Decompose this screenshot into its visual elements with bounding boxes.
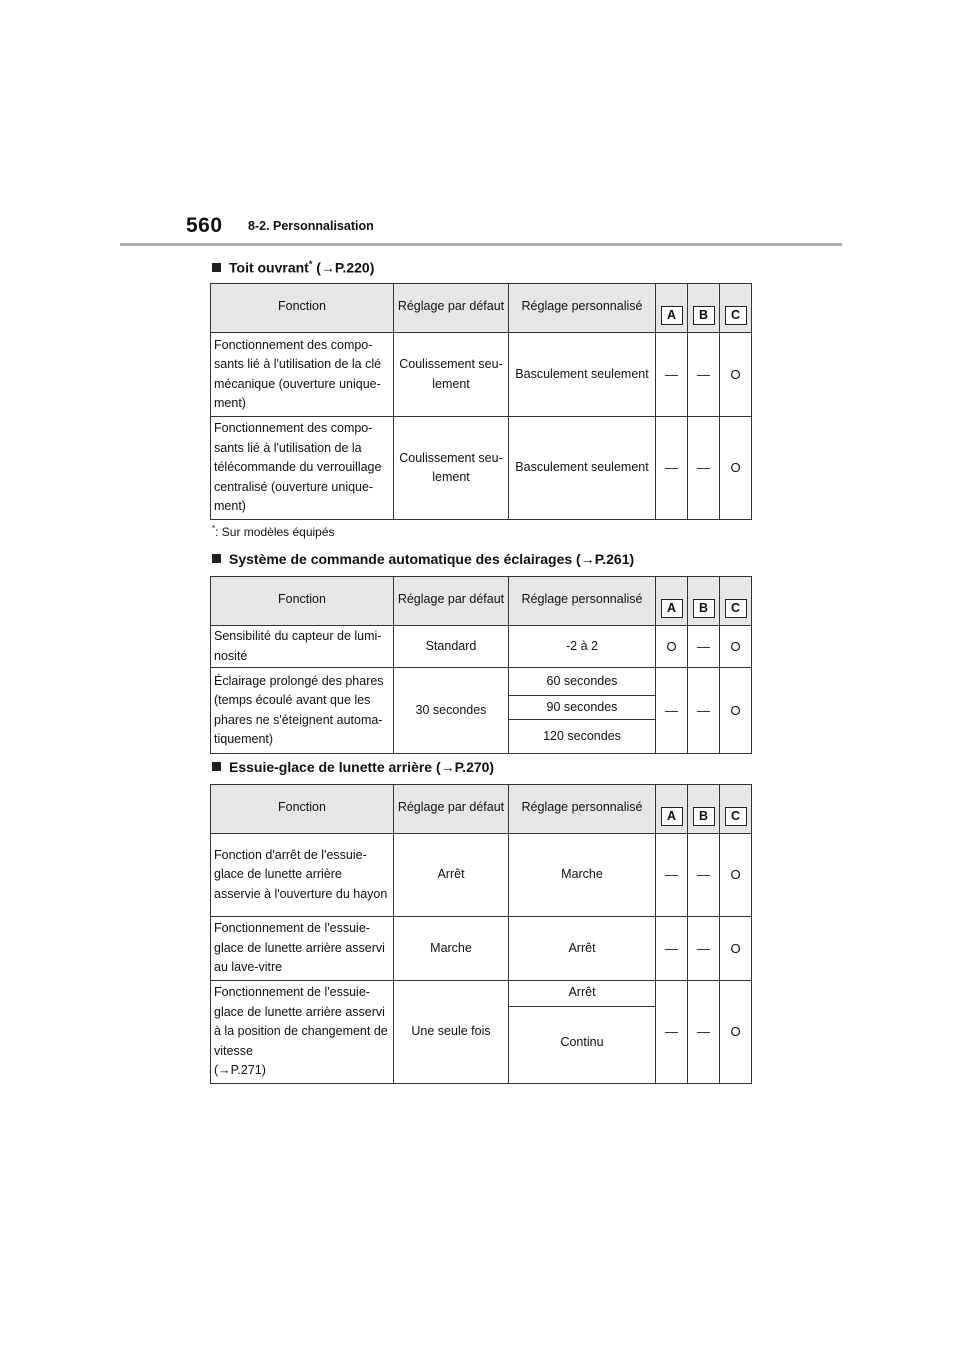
col-b [688, 577, 720, 626]
col-defaut: Réglage par défaut [394, 785, 509, 834]
cell-a: — [656, 834, 688, 917]
cell-perso: Basculement seulement [509, 417, 656, 520]
cell-perso-option: 90 secondes [509, 696, 656, 720]
col-defaut: Réglage par défaut [394, 577, 509, 626]
cell-b: — [688, 626, 720, 668]
badge-c: C [725, 306, 747, 325]
table-row [211, 917, 752, 981]
cell-defaut: 30 secondes [394, 668, 509, 754]
table-row [211, 626, 752, 668]
cell-fonction: Sensibilité du capteur de lumi-nosité [211, 626, 394, 668]
table-eclairages [210, 576, 752, 754]
badge-c: C [725, 807, 747, 826]
badge-b: B [693, 599, 715, 618]
col-defaut: Réglage par défaut [394, 284, 509, 333]
cell-fonction: Éclairage prolongé des phares (temps écoulé avant que les phares ne s'éteignent automa-tiquement) [211, 668, 394, 754]
cell-fonction: Fonctionnement de l'essuie-glace de lunette arrière asservi au lave-vitre [211, 917, 394, 981]
cell-defaut: Coulissement seu-lement [394, 417, 509, 520]
cell-b: — [688, 333, 720, 417]
cell-c: O [720, 668, 752, 754]
col-perso: Réglage personnalisé [509, 785, 656, 834]
col-fonction: Fonction [211, 284, 394, 333]
cell-perso-option: Continu [509, 1007, 656, 1084]
table-row [211, 668, 752, 696]
square-bullet-icon [212, 762, 221, 771]
header-rule [120, 243, 842, 246]
table-header-row [211, 284, 752, 333]
cell-perso-option: Arrêt [509, 981, 656, 1007]
cell-c: O [720, 333, 752, 417]
cell-a: O [656, 626, 688, 668]
cell-c: O [720, 626, 752, 668]
table-header-row [211, 577, 752, 626]
square-bullet-icon [212, 554, 221, 563]
badge-b: B [693, 807, 715, 826]
table-essuie-glace [210, 784, 752, 1084]
footnote: *: Sur modèles équipés [212, 524, 335, 539]
cell-fonction: Fonctionnement des compo-sants lié à l'utilisation de la clé mécanique (ouverture unique-ment) [211, 333, 394, 417]
badge-a: A [661, 599, 683, 618]
cell-fonction: Fonction d'arrêt de l'essuie-glace de lunette arrière asservie à l'ouverture du hayon [211, 834, 394, 917]
col-b [688, 284, 720, 333]
cell-c: O [720, 981, 752, 1084]
col-c [720, 785, 752, 834]
page-number: 560 [186, 214, 223, 237]
table-toit-ouvrant [210, 283, 752, 520]
badge-c: C [725, 599, 747, 618]
chapter-title: 8-2. Personnalisation [248, 219, 374, 233]
col-a [656, 284, 688, 333]
cell-perso-option: 120 secondes [509, 720, 656, 754]
cell-b: — [688, 417, 720, 520]
cell-b: — [688, 917, 720, 981]
cell-a: — [656, 333, 688, 417]
badge-a: A [661, 807, 683, 826]
cell-a: — [656, 668, 688, 754]
table-row [211, 834, 752, 917]
cell-defaut: Arrêt [394, 834, 509, 917]
section-heading-essuie-glace: Essuie-glace de lunette arrière (→P.270) [212, 759, 494, 775]
col-a [656, 577, 688, 626]
table-row [211, 417, 752, 520]
cell-b: — [688, 834, 720, 917]
section-heading-eclairages: Système de commande automatique des éclairages (→P.261) [212, 551, 634, 567]
table-header-row [211, 785, 752, 834]
cell-perso: Marche [509, 834, 656, 917]
section-heading-toit-ouvrant: Toit ouvrant* (→P.220) [212, 259, 374, 276]
cell-perso: Basculement seulement [509, 333, 656, 417]
cell-b: — [688, 981, 720, 1084]
cell-b: — [688, 668, 720, 754]
col-perso: Réglage personnalisé [509, 577, 656, 626]
cell-c: O [720, 417, 752, 520]
cell-perso: Arrêt [509, 917, 656, 981]
col-c [720, 577, 752, 626]
cell-a: — [656, 981, 688, 1084]
cell-c: O [720, 834, 752, 917]
col-a [656, 785, 688, 834]
cell-a: — [656, 917, 688, 981]
cell-perso-option: 60 secondes [509, 668, 656, 696]
cell-defaut: Marche [394, 917, 509, 981]
cell-fonction: Fonctionnement de l'essuie-glace de lunette arrière asservi à la position de changement de vitesse (→P.271) [211, 981, 394, 1084]
col-fonction: Fonction [211, 785, 394, 834]
col-c [720, 284, 752, 333]
cell-a: — [656, 417, 688, 520]
cell-c: O [720, 917, 752, 981]
col-fonction: Fonction [211, 577, 394, 626]
cell-fonction: Fonctionnement des compo-sants lié à l'utilisation de la télécommande du verrouillage centralisé (ouverture unique-ment) [211, 417, 394, 520]
table-row [211, 981, 752, 1007]
table-row [211, 333, 752, 417]
cell-defaut: Coulissement seu-lement [394, 333, 509, 417]
col-perso: Réglage personnalisé [509, 284, 656, 333]
cell-defaut: Standard [394, 626, 509, 668]
cell-defaut: Une seule fois [394, 981, 509, 1084]
col-b [688, 785, 720, 834]
badge-b: B [693, 306, 715, 325]
badge-a: A [661, 306, 683, 325]
square-bullet-icon [212, 263, 221, 272]
cell-perso: -2 à 2 [509, 626, 656, 668]
